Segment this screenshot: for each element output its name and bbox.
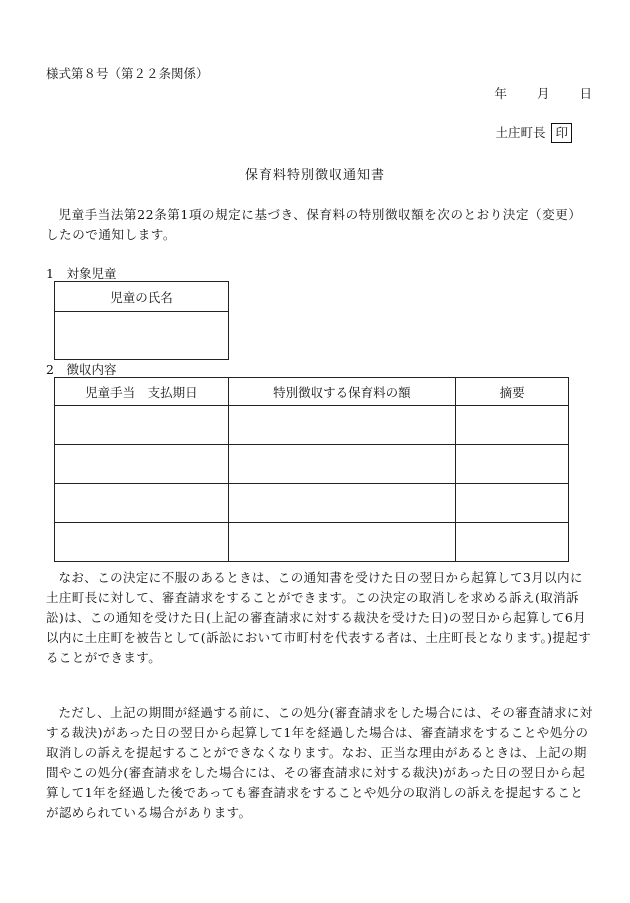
table-cell [55,484,229,523]
table-cell [228,406,456,445]
table-cell [55,406,229,445]
date-year: 年 [494,86,507,101]
collection-table [54,377,569,562]
document-title: 保育料特別徴収通知書 [244,168,385,183]
issuer [495,123,572,143]
payment-date-header: 児童手当 支払期日 [55,378,229,406]
date-day: 日 [579,86,592,101]
form-number: 様式第８号（第２２条関係） [46,66,209,81]
table-cell [456,484,569,523]
intro-paragraph [46,205,594,245]
child-name-cell [55,312,229,360]
table-cell [456,406,569,445]
section-2-heading: 2 徴収内容 [46,362,117,377]
table-row [55,406,569,445]
child-name-header: 児童の氏名 [55,282,229,312]
table-cell [228,523,456,562]
table-cell [228,445,456,484]
date-month: 月 [536,86,550,101]
table-cell [55,445,229,484]
appeal-notice [46,568,594,668]
seal-box: 印 [551,123,572,143]
table-cell [456,445,569,484]
fee-amount-header: 特別徴収する保育料の額 [228,378,456,406]
limitation-notice-text: ただし、上記の期間が経過する前に、この処分(審査請求をした場合には、その審査請求に対する裁決)があった日の翌日から起算して1年を経過した場合は、審査請求をすることや処分の取消しの訴えを提起することができなくなります。なお、正当な理由があるときは、上記の期間やこの処分(審査請求をした場合には、その審査請求に対する裁決)があった日の翌日から起算して1年を経過した後であっても審査請求をすることや処分の取消しの訴えを提起することが認められている場合があります。 [46,705,593,820]
date-line [468,84,592,102]
remarks-header: 摘要 [456,378,569,406]
table-row [55,445,569,484]
table-cell [55,523,229,562]
table-cell [228,484,456,523]
issuer-title: 土庄町長 [495,125,546,140]
table-row [55,484,569,523]
table-row [55,523,569,562]
appeal-notice-text: なお、この決定に不服のあるときは、この通知書を受けた日の翌日から起算して3月以内に土庄町長に対して、審査請求をすることができます。この決定の取消しを求める訴え(取消訴訟)は、この通知を受けた日(上記の審査請求に対する裁決を受けた日)の翌日から起算して6月以内に土庄町を被告として(訴訟において市町村を代表する者は、土庄町長となります。)提起することができます。 [46,570,592,665]
section-1-heading: 1 対象児童 [46,266,117,281]
table-cell [456,523,569,562]
child-table [54,281,229,360]
intro-text: 児童手当法第22条第1項の規定に基づき、保育料の特別徴収額を次のとおり決定（変更）したので通知します。 [46,207,582,242]
limitation-notice [46,703,594,823]
